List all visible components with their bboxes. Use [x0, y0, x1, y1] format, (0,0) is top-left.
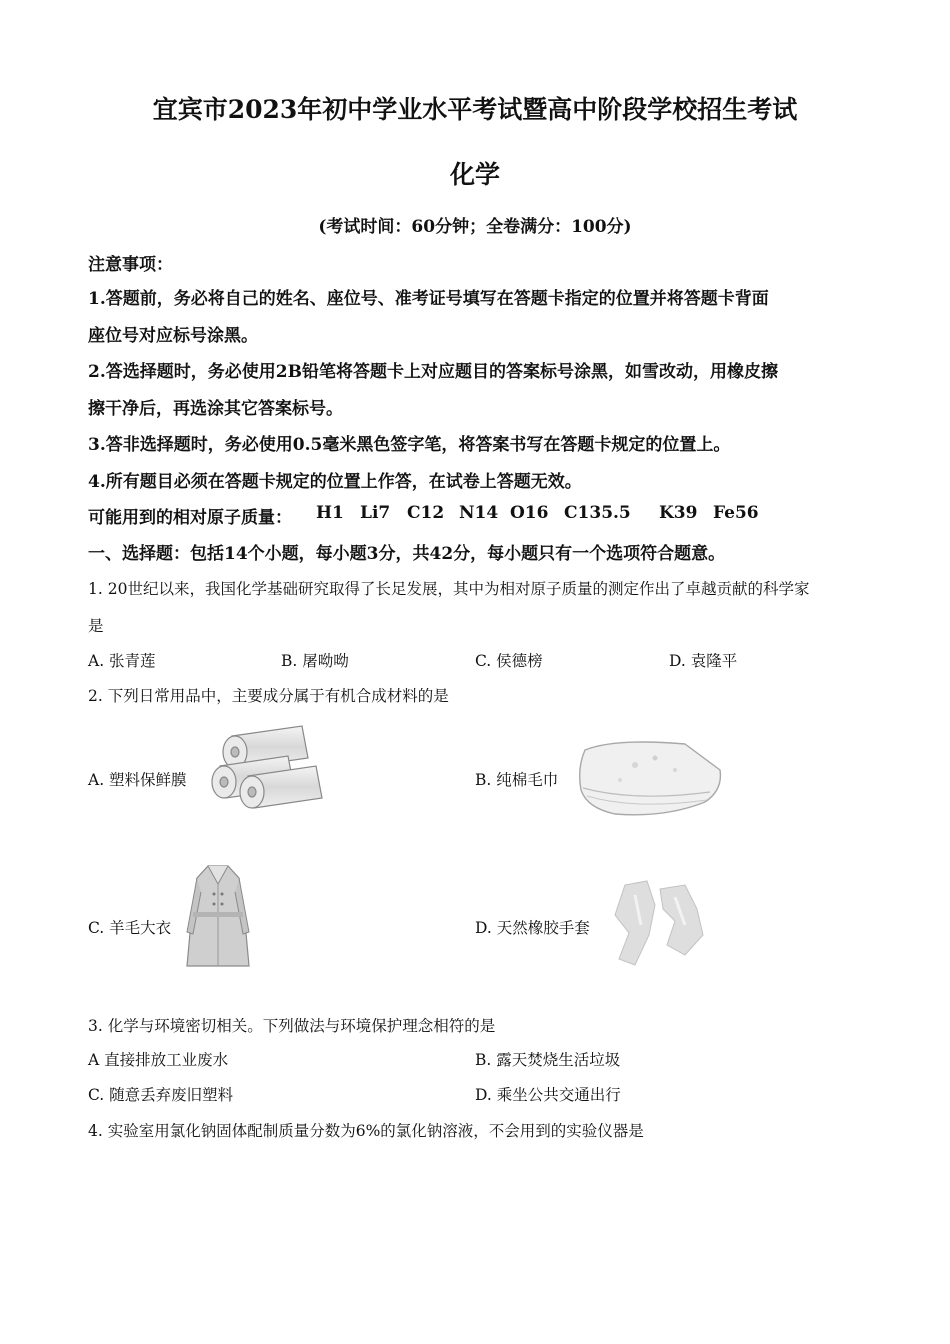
question-4-stem: 4. 实验室用氯化钠固体配制质量分数为6%的氯化钠溶液，不会用到的实验仪器是 — [88, 1122, 644, 1140]
question-3-option-b: B. 露天焚烧生活垃圾 — [475, 1051, 621, 1069]
atomic-mass-c: C12 — [407, 503, 445, 523]
notice-item-2-cont: 擦干净后，再选涂其它答案标号。 — [88, 399, 343, 419]
atomic-mass-cl: C135.5 — [564, 503, 631, 523]
atomic-mass-o: O16 — [510, 503, 549, 523]
cotton-towel-image — [575, 730, 725, 820]
wool-coat-image — [183, 862, 253, 972]
rubber-gloves-image — [605, 875, 715, 975]
question-2-option-b: B. 纯棉毛巾 — [475, 771, 559, 789]
notice-item-1: 1.答题前，务必将自己的姓名、座位号、准考证号填写在答题卡指定的位置并将答题卡背面 — [88, 289, 769, 309]
question-1-option-a: A. 张青莲 — [88, 652, 156, 670]
atomic-mass-n: N14 — [459, 503, 499, 523]
question-1-option-d: D. 袁隆平 — [669, 652, 738, 670]
atomic-mass-li: Li7 — [360, 503, 391, 523]
question-2-option-a: A. 塑料保鲜膜 — [88, 771, 187, 789]
notice-heading: 注意事项： — [88, 255, 173, 275]
notice-item-1-cont: 座位号对应标号涂黑。 — [88, 326, 258, 346]
question-2-stem: 2. 下列日常用品中，主要成分属于有机合成材料的是 — [88, 687, 449, 705]
question-2-option-d: D. 天然橡胶手套 — [475, 919, 590, 937]
question-1-stem: 1. 20世纪以来，我国化学基础研究取得了长足发展，其中为相对原子质量的测定作出了卓越贡献的科学家 — [88, 580, 810, 598]
exam-info: (考试时间：60分钟；全卷满分：100分) — [318, 217, 632, 237]
question-1-stem-cont: 是 — [88, 617, 104, 635]
atomic-mass-k: K39 — [659, 503, 698, 523]
plastic-wrap-rolls-image — [210, 718, 330, 818]
question-3-option-c: C. 随意丢弃废旧塑料 — [88, 1086, 234, 1104]
notice-item-2: 2.答选择题时，务必使用2B铅笔将答题卡上对应题目的答案标号涂黑，如雪改动，用橡皮擦 — [88, 362, 778, 382]
atomic-mass-label: 可能用到的相对原子质量： — [88, 508, 292, 528]
notice-item-3: 3.答非选择题时，务必使用0.5毫米黑色签字笔，将答案书写在答题卡规定的位置上。 — [88, 435, 731, 455]
question-2-option-c: C. 羊毛大衣 — [88, 919, 172, 937]
question-1-option-c: C. 侯德榜 — [475, 652, 543, 670]
section-heading: 一、选择题：包括14个小题，每小题3分，共42分，每小题只有一个选项符合题意。 — [88, 544, 726, 564]
atomic-mass-h: H1 — [316, 503, 344, 523]
question-3-option-a: A 直接排放工业废水 — [88, 1051, 229, 1069]
atomic-mass-fe: Fe56 — [713, 503, 759, 523]
question-3-option-d: D. 乘坐公共交通出行 — [475, 1086, 621, 1104]
subject-title: 化学 — [449, 160, 500, 189]
question-3-stem: 3. 化学与环境密切相关。下列做法与环境保护理念相符的是 — [88, 1017, 496, 1035]
question-1-option-b: B. 屠呦呦 — [281, 652, 349, 670]
notice-item-4: 4.所有题目必须在答题卡规定的位置上作答，在试卷上答题无效。 — [88, 472, 582, 492]
exam-title: 宜宾市2023年初中学业水平考试暨高中阶段学校招生考试 — [152, 95, 798, 124]
